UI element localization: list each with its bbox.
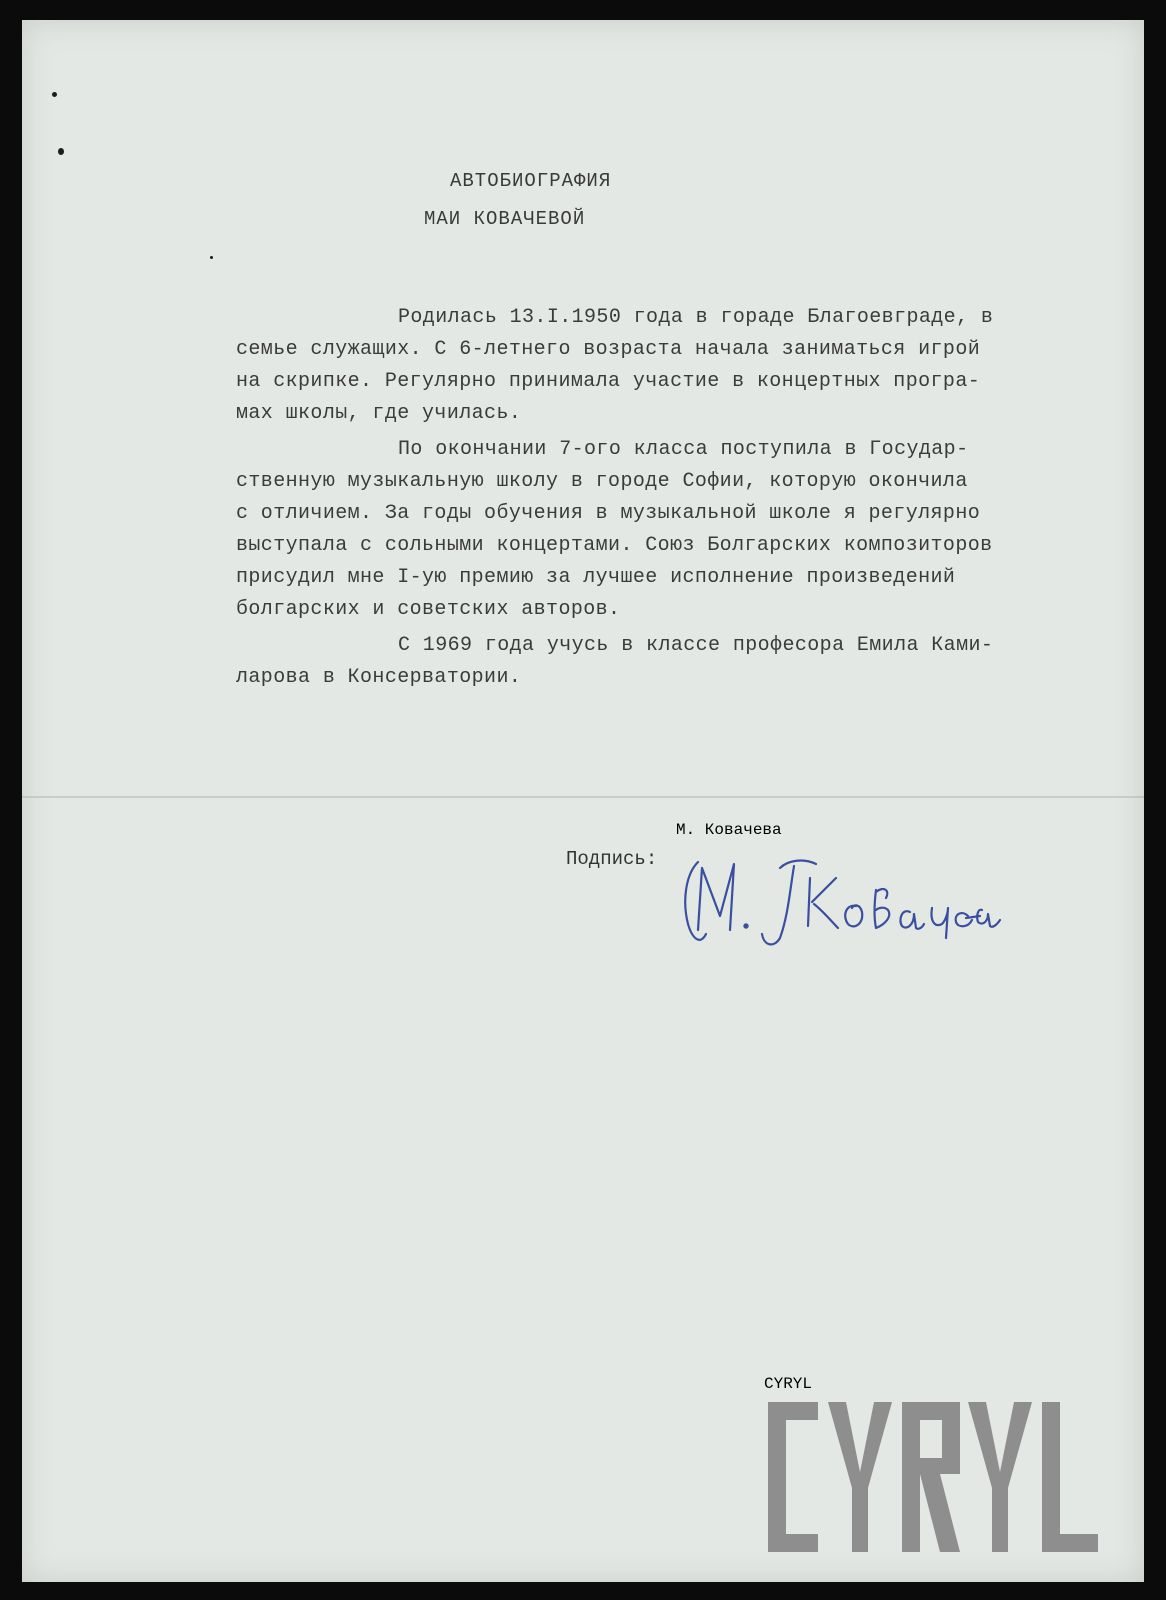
signature-label: Подпись: [566,848,658,870]
document-subtitle: МАИ КОВАЧЕВОЙ [424,208,586,230]
watermark-text: CYRYL [764,1375,813,1393]
cyryl-watermark-logo [764,1375,1104,1568]
body-line: выступала с сольными концертами. Союз Болгарских композиторов [236,534,993,557]
document-page [22,20,1144,1582]
body-line: мах школы, где училась. [236,402,522,425]
body-line: болгарских и советских авторов. [236,598,621,621]
document-body [22,20,1144,1582]
document-title: АВТОБИОГРАФИЯ [450,170,612,192]
signature-text: М. Ковачева [676,821,782,839]
body-line: на скрипке. Регулярно принимала участие в концертных програ- [236,370,981,393]
body-line: семье служащих. С 6-летнего возраста начала заниматься игрой [236,338,981,361]
body-line: Родилась 13.I.1950 года в гораде Благоевграде, в [398,306,994,329]
body-line: присудил мне I-ую премию за лучшее исполнение произведений [236,566,956,589]
body-line: С 1969 года учусь в классе професора Емила Ками- [398,634,994,657]
body-line: ственную музыкальную школу в городе Софии, которую окончила [236,470,968,493]
body-line: По окончании 7-ого класса поступила в Государ- [398,438,969,461]
body-line: ларова в Консерватории. [236,666,522,689]
body-line: с отличием. За годы обучения в музыкальной школе я регулярно [236,502,981,525]
handwritten-signature [676,821,1006,974]
